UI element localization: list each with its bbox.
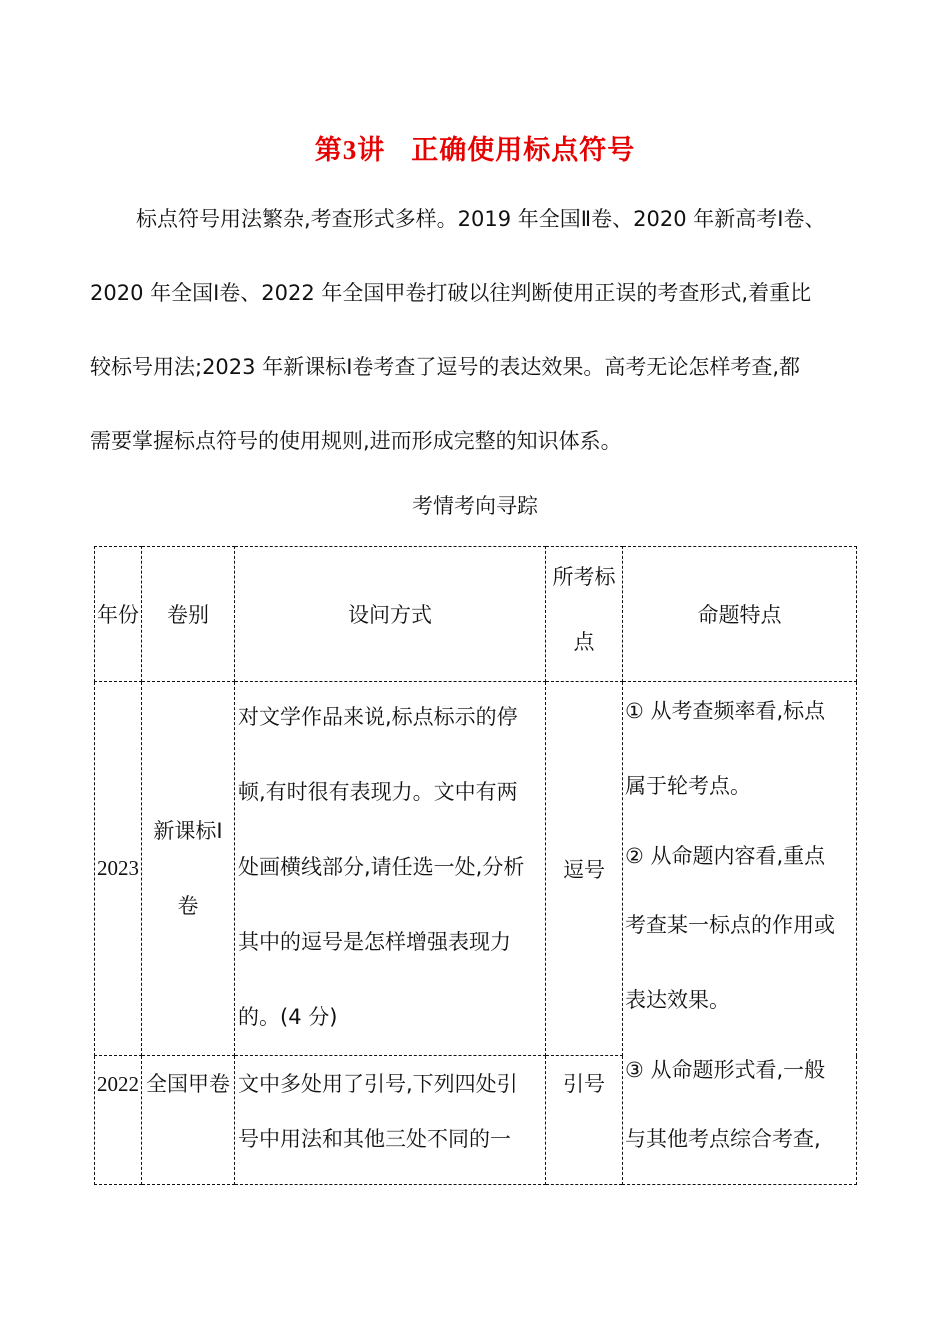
- feature-cell: [623, 682, 857, 1185]
- intro-line-3: 较标号用法;2023 年新课标Ⅰ卷考查了逗号的表达效果。高考无论怎样考查,都: [90, 355, 801, 379]
- title-number: 3: [342, 135, 358, 165]
- header-question-label: 设问方式: [348, 603, 432, 627]
- paper-cell-2023: [142, 682, 235, 1056]
- question-cell-2023: [235, 682, 546, 1056]
- paper-cell-2022: [142, 1056, 235, 1185]
- table-caption: 考情考向寻踪: [412, 494, 538, 518]
- feature-line-5: 表达效果。: [625, 988, 730, 1012]
- header-feature-label: 命题特点: [697, 603, 782, 627]
- feature-line-7: 与其他考点综合考查,: [625, 1127, 821, 1151]
- intro-line-4: 需要掌握标点符号的使用规则,进而形成完整的知识体系。: [90, 429, 622, 453]
- feature-line-1: ① 从考查频率看,标点: [625, 699, 826, 723]
- feature-line-6: ③ 从命题形式看,一般: [625, 1058, 826, 1082]
- header-mark: [546, 547, 623, 682]
- paper-2023-line-1: 新课标Ⅰ: [153, 818, 223, 843]
- year-2023: 2023: [97, 856, 139, 880]
- question-2023-line-3: 处画横线部分,请任选一处,分析: [238, 855, 525, 879]
- question-2023-line-4: 其中的逗号是怎样增强表现力: [238, 930, 511, 954]
- question-2022-line-1: 文中多处用了引号,下列四处引: [238, 1072, 518, 1096]
- title-prefix: 第: [314, 135, 343, 166]
- year-2022: 2022: [97, 1072, 139, 1096]
- paper-2022: 全国甲卷: [146, 1072, 230, 1096]
- mark-2022: 引号: [563, 1072, 605, 1096]
- exam-trend-table: [94, 546, 856, 1164]
- header-feature: [623, 547, 857, 682]
- page-title: [0, 128, 950, 167]
- header-paper: [142, 547, 235, 682]
- feature-line-4: 考查某一标点的作用或: [625, 913, 835, 937]
- table-header-row: [95, 547, 857, 682]
- header-mark-line-1: 所考标: [552, 565, 616, 589]
- year-cell-2023: [95, 682, 142, 1056]
- intro-line-2: 2020 年全国Ⅰ卷、2022 年全国甲卷打破以往判断使用正误的考查形式,着重比: [90, 281, 812, 305]
- title-suffix: 讲: [357, 135, 386, 166]
- header-question: [235, 547, 546, 682]
- year-cell-2022: [95, 1056, 142, 1185]
- question-2023-line-2: 顿,有时很有表现力。文中有两: [238, 780, 518, 804]
- header-paper-label: 卷别: [167, 603, 209, 627]
- question-2023-line-1: 对文学作品来说,标点标示的停: [238, 705, 518, 729]
- question-2023-line-5: 的。(4 分): [238, 1005, 338, 1029]
- title-main: 正确使用标点符号: [411, 135, 636, 166]
- question-cell-2022: [235, 1056, 546, 1185]
- table-row-2023: [95, 682, 857, 1056]
- feature-line-2: 属于轮考点。: [625, 774, 751, 798]
- mark-cell-2023: [546, 682, 623, 1056]
- mark-cell-2022: [546, 1056, 623, 1185]
- intro-line-1: 标点符号用法繁杂,考查形式多样。2019 年全国Ⅱ卷、2020 年新高考Ⅰ卷、: [136, 207, 826, 231]
- header-year-label: 年份: [97, 603, 139, 627]
- mark-2023: 逗号: [563, 857, 605, 882]
- paper-2023-line-2: 卷: [177, 893, 199, 918]
- header-mark-line-2: 点: [573, 630, 595, 654]
- header-year: [95, 547, 142, 682]
- question-2022-line-2: 号中用法和其他三处不同的一: [238, 1127, 511, 1151]
- feature-line-3: ② 从命题内容看,重点: [625, 844, 826, 868]
